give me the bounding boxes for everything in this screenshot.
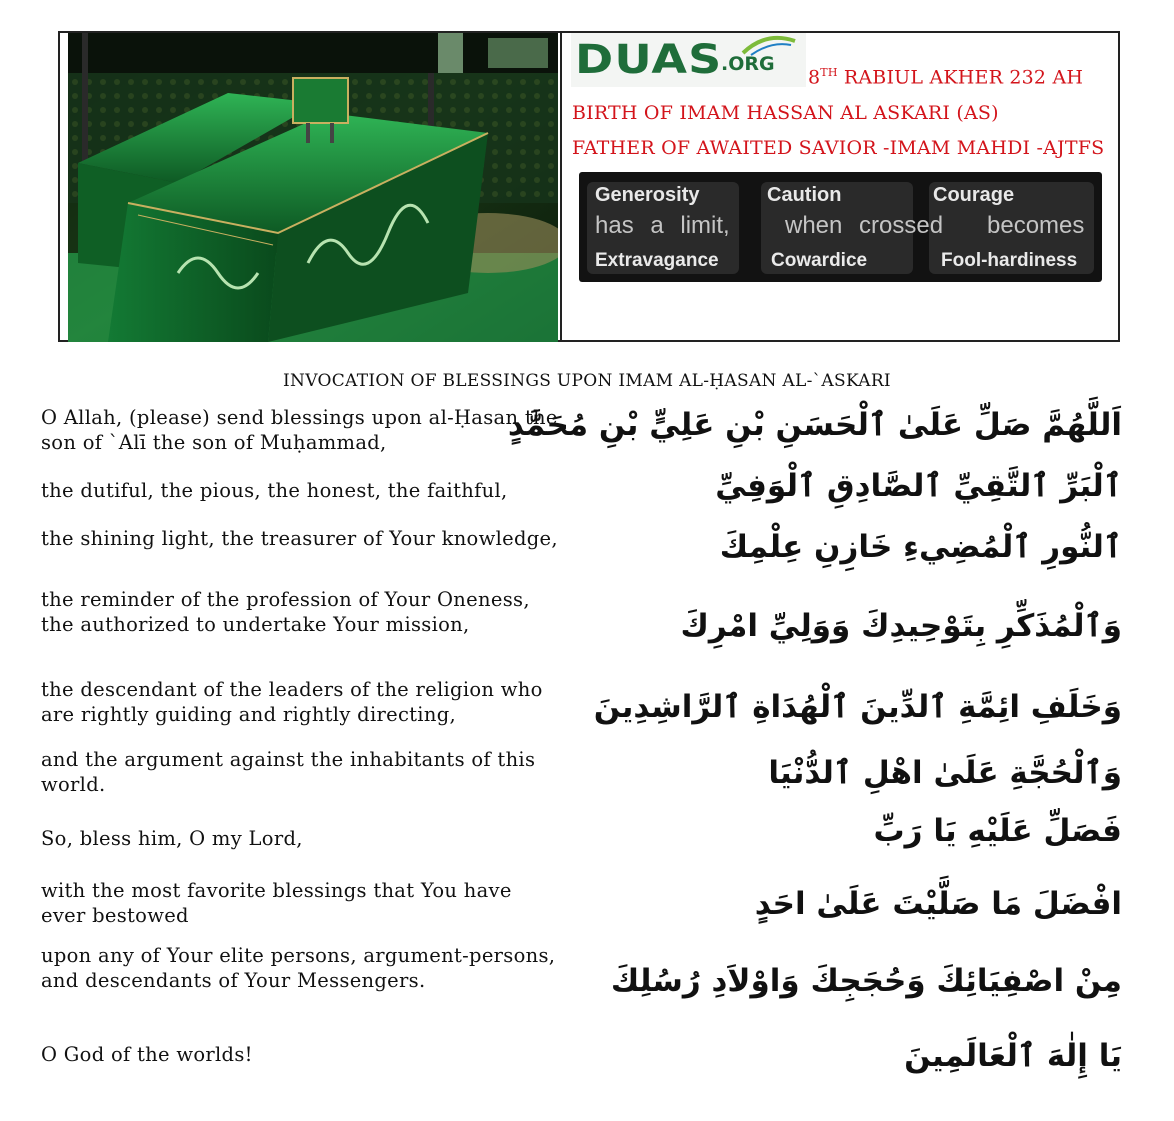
row-10-arabic: يَا إِلٰهَ ٱلْعَالَمِينَ bbox=[904, 1038, 1122, 1074]
date-rest: RABIUL AKHER 232 AH bbox=[837, 66, 1084, 89]
row-2-english: the dutiful, the pious, the honest, the faithful, bbox=[41, 479, 508, 502]
logo-suffix-text: .ORG bbox=[721, 53, 775, 75]
row-7-english: So, bless him, O my Lord, bbox=[41, 827, 303, 850]
row-3-english: the shining light, the treasurer of Your knowledge, bbox=[41, 527, 558, 550]
date-line bbox=[808, 66, 1083, 88]
row-7-arabic: فَصَلِّ عَلَيْهِ يَا رَبِّ bbox=[873, 813, 1122, 849]
duas-logo[interactable] bbox=[571, 33, 806, 87]
quote-generosity: Generosity bbox=[595, 184, 700, 206]
quote-fool-hardiness: Fool-hardiness bbox=[941, 250, 1078, 271]
row-8-arabic: افْضَلَ مَا صَلَّيْتَ عَلَىٰ احَدٍ bbox=[754, 886, 1122, 922]
row-9-arabic: مِنْ اصْفِيَائِكَ وَحُجَجِكَ وَاوْلاَدِ رُسُلِكَ bbox=[610, 963, 1122, 999]
row-3-arabic: ٱلنُّورِ ٱلْمُضِيءِ خَازِنِ عِلْمِكَ bbox=[719, 529, 1122, 565]
quote-courage: Courage bbox=[933, 184, 1015, 206]
father-line: FATHER OF AWAITED SAVIOR -IMAM MAHDI -AJTFS bbox=[572, 137, 1105, 159]
row-9-english: upon any of Your elite persons, argument-persons, and descendants of Your Messengers. bbox=[41, 944, 556, 992]
row-2-arabic: ٱلْبَرِّ ٱلتَّقِيِّ ٱلصَّادِقِ ٱلْوَفِيِّ bbox=[715, 468, 1122, 504]
date-suffix: TH bbox=[820, 66, 838, 79]
quote-cowardice: Cowardice bbox=[771, 250, 868, 271]
logo-swoosh-icon bbox=[741, 35, 797, 57]
row-1-arabic: اَللَّهُمَّ صَلِّ عَلَىٰ ٱلْحَسَنِ بْنِ عَلِيٍّ بْنِ مُحَمَّدٍ bbox=[507, 407, 1122, 443]
quote-extravagance: Extravagance bbox=[595, 250, 719, 271]
quote-mid-3: becomes bbox=[987, 212, 1085, 239]
row-4-arabic: وَٱلْمُذَكِّرِ بِتَوْحِيدِكَ وَوَلِيِّ امْرِكَ bbox=[680, 608, 1122, 644]
quote-caution: Caution bbox=[767, 184, 842, 206]
quote-box bbox=[579, 172, 1102, 282]
shrine-photo bbox=[68, 33, 558, 342]
row-10-english: O God of the worlds! bbox=[41, 1043, 253, 1066]
row-8-english: with the most favorite blessings that You have ever bestowed bbox=[41, 879, 512, 927]
logo-main-text: DUAS bbox=[575, 37, 723, 83]
quote-mid-2: when crossed bbox=[785, 212, 944, 239]
row-6-english: and the argument against the inhabitants of this world. bbox=[41, 748, 536, 796]
header-divider bbox=[560, 31, 562, 342]
invocation-title: INVOCATION OF BLESSINGS UPON IMAM AL-ḤASAN AL-`ASKARI bbox=[283, 371, 891, 391]
row-4-english: the reminder of the profession of Your Oneness, the authorized to undertake Your mission, bbox=[41, 588, 530, 636]
quote-mid-1: has a limit, bbox=[595, 212, 730, 239]
row-6-arabic: وَٱلْحُجَّةِ عَلَىٰ اهْلِ ٱلدُّنْيَا bbox=[768, 755, 1122, 791]
row-5-english: the descendant of the leaders of the religion who are rightly guiding and rightly directing, bbox=[41, 678, 543, 726]
date-number: 8 bbox=[808, 66, 821, 89]
birth-line: BIRTH OF IMAM HASSAN AL ASKARI (AS) bbox=[572, 102, 999, 124]
row-1-english: O Allah, (please) send blessings upon al-Ḥasan the son of `Alī the son of Muḥammad, bbox=[41, 406, 558, 454]
row-5-arabic: وَخَلَفِ ائِمَّةِ ٱلدِّينَ ٱلْهُدَاةِ ٱلرَّاشِدِينَ bbox=[593, 689, 1122, 725]
